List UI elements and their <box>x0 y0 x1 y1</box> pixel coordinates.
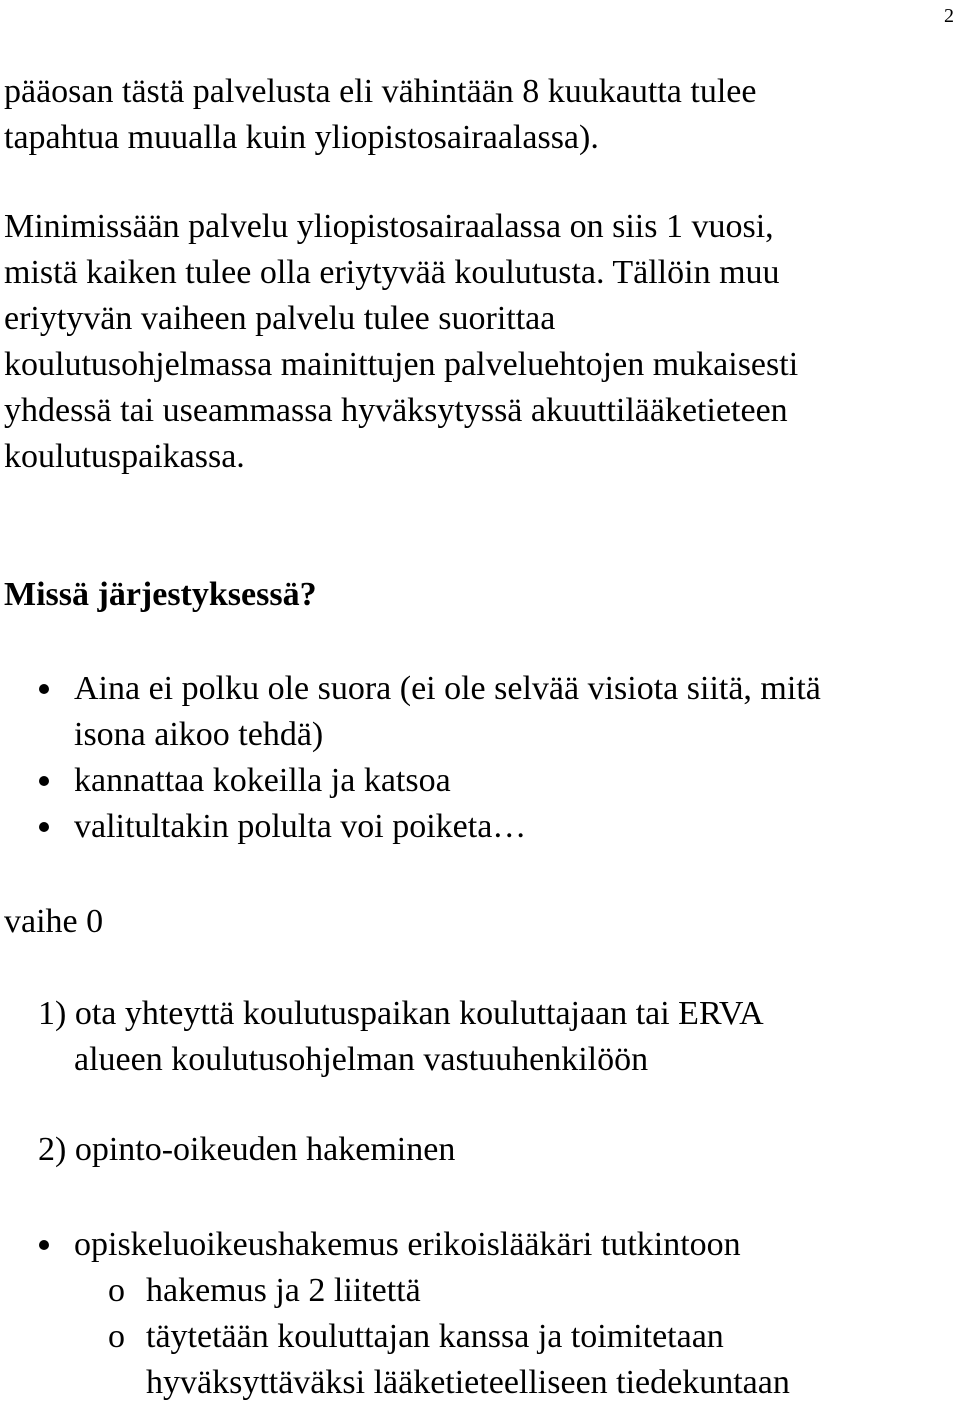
paragraph-line: yhdessä tai useammassa hyväksytyssä akuuttilääketieteen <box>4 392 788 429</box>
paragraph-line: koulutusohjelmassa mainittujen palveluehtojen mukaisesti <box>4 346 799 383</box>
minimum-paragraph <box>4 204 798 480</box>
paragraph-line: pääosan tästä palvelusta eli vähintään 8 kuukautta tulee <box>4 73 757 110</box>
page-number: 2 <box>944 5 954 27</box>
step-1-line-1: 1) ota yhteyttä koulutuspaikan kouluttajaan tai ERVA <box>38 995 764 1032</box>
list-item-line: kannattaa kokeilla ja katsoa <box>74 762 451 799</box>
list-item-line: Aina ei polku ole suora (ei ole selvää visiota siitä, mitä <box>74 670 821 707</box>
list-item <box>0 758 821 804</box>
sub-list-item-line: hyväksyttäväksi lääketieteelliseen tiedekuntaan <box>146 1364 790 1401</box>
application-sub-list <box>0 1268 790 1406</box>
sub-list-item <box>0 1314 790 1406</box>
paragraph-line: tapahtua muualla kuin yliopistosairaalassa). <box>4 119 599 156</box>
list-item <box>0 1222 741 1268</box>
list-item-line: isona aikoo tehdä) <box>74 716 324 753</box>
bullet-icon <box>39 822 49 832</box>
paragraph-line: koulutuspaikassa. <box>4 438 245 475</box>
paragraph-line: eriytyvän vaiheen palvelu tulee suorittaa <box>4 300 556 337</box>
sub-bullet-marker: o <box>108 1318 125 1355</box>
paragraph-line: Minimissään palvelu yliopistosairaalassa on siis 1 vuosi, <box>4 208 774 245</box>
step-1-line-2: alueen koulutusohjelman vastuuhenkilöön <box>74 1041 649 1078</box>
intro-paragraph <box>4 69 756 161</box>
list-item-line: opiskeluoikeushakemus erikoislääkäri tutkintoon <box>74 1226 741 1263</box>
application-bullet-list <box>0 1222 741 1268</box>
step-1 <box>38 991 764 1083</box>
bullet-icon <box>39 684 49 694</box>
list-item <box>0 666 821 758</box>
list-item-line: valitultakin polulta voi poiketa… <box>74 808 527 845</box>
paragraph-line: mistä kaiken tulee olla eriytyvää koulutusta. Tällöin muu <box>4 254 780 291</box>
sub-bullet-marker: o <box>108 1272 125 1309</box>
bullet-icon <box>39 1240 49 1250</box>
sub-list-item <box>0 1268 790 1314</box>
step-2-line-1: 2) opinto-oikeuden hakeminen <box>38 1131 456 1168</box>
sub-list-item-line: hakemus ja 2 liitettä <box>146 1272 421 1309</box>
list-item <box>0 804 821 850</box>
order-bullet-list <box>0 666 821 850</box>
bullet-icon <box>39 776 49 786</box>
section-heading-order: Missä järjestyksessä? <box>4 576 317 613</box>
phase-heading: vaihe 0 <box>4 903 104 940</box>
sub-list-item-line: täytetään kouluttajan kanssa ja toimitetaan <box>146 1318 724 1355</box>
step-2 <box>38 1127 455 1173</box>
